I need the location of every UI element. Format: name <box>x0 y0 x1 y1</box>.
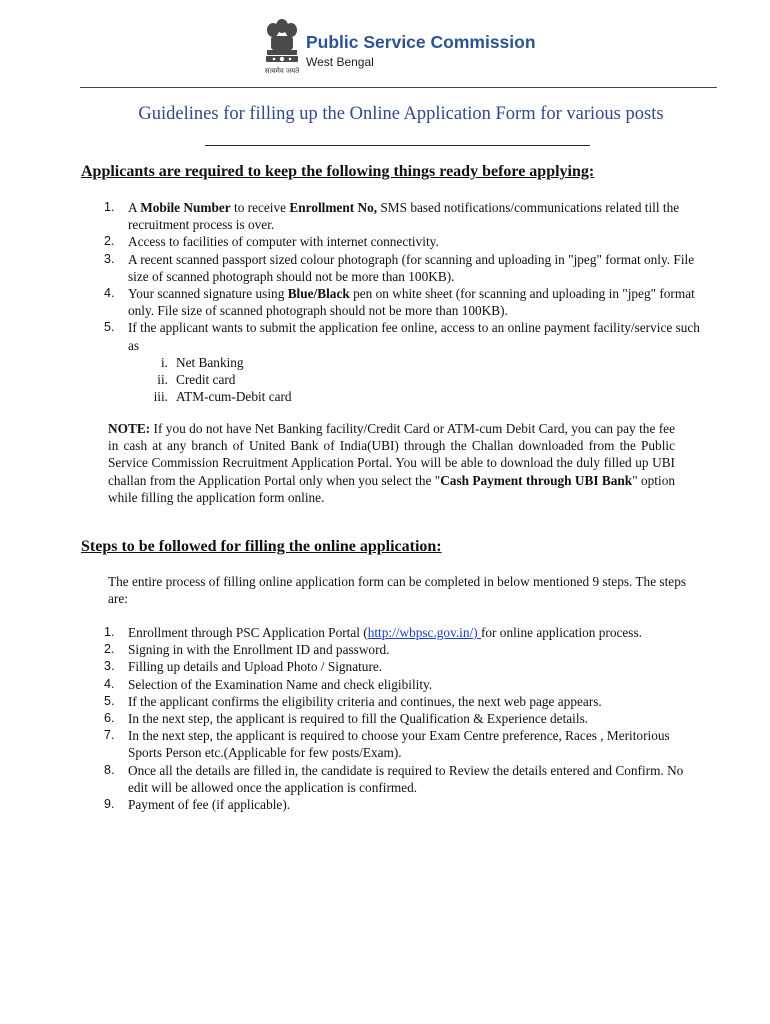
list-item: 7. In the next step, the applicant is required to choose your Exam Centre preference, Races , Meritorious Sports Person etc.(Applicable for few posts/Exam). <box>104 728 670 761</box>
header-divider <box>80 87 717 88</box>
list-item: 1. A Mobile Number to receive Enrollment No, SMS based notifications/communications related till the recruitment process is over. <box>104 200 680 233</box>
list-number: 5. <box>104 320 115 335</box>
list-item: 8. Once all the details are filled in, the candidate is required to Review the details entered and Confirm. No edit will be allowed once the application is confirmed. <box>104 762 684 795</box>
list-number: 2. <box>104 642 115 657</box>
commission-state: West Bengal <box>306 55 374 69</box>
list-number: 4. <box>104 286 115 301</box>
note-label: NOTE: <box>108 421 151 436</box>
list-item: iii. ATM-cum-Debit card <box>153 389 292 405</box>
list-item: 5. If the applicant confirms the eligibility criteria and continues, the next web page appears. <box>104 693 602 709</box>
list-number: 1. <box>104 625 115 639</box>
list-item: 4. Your scanned signature using Blue/Black pen on white sheet (for scanning and uploading in "jpeg" format only. File size of scanned photograph should not be more than 100KB). <box>104 286 695 319</box>
list-item: i. Net Banking <box>160 354 244 370</box>
list-number: 9. <box>104 797 115 812</box>
title-underline <box>205 145 590 146</box>
section-heading-requirements: Applicants are required to keep the following things ready before applying: <box>81 163 595 180</box>
portal-link[interactable]: http://wbpsc.gov.in/) <box>367 625 481 640</box>
section-heading-steps: Steps to be followed for filling the online application: <box>81 538 442 555</box>
page-header <box>0 0 770 88</box>
list-number: 7. <box>104 728 115 743</box>
list-number: 2. <box>104 234 115 249</box>
list-number: 8. <box>104 762 115 777</box>
payment-options-list <box>128 354 704 406</box>
list-item: 5. If the applicant wants to submit the application fee online, access to an online payment facility/service such as i. Net Banking ii. Credit card iii. ATM-cum-Debit card <box>104 319 704 405</box>
list-number: 6. <box>104 711 115 726</box>
list-item: 6. In the next step, the applicant is required to fill the Qualification & Experience details. <box>104 711 589 727</box>
list-item: 9. Payment of fee (if applicable). <box>104 797 291 813</box>
list-item: 2. Signing in with the Enrollment ID and password. <box>104 642 390 658</box>
requirements-list <box>104 199 704 405</box>
list-item: 3. Filling up details and Upload Photo / Signature. <box>104 659 383 675</box>
svg-text:सत्यमेव जयते: सत्यमेव जयते <box>264 67 300 75</box>
list-item: 4. Selection of the Examination Name and check eligibility. <box>104 676 433 692</box>
state-emblem-icon <box>262 16 302 80</box>
commission-name: Public Service Commission <box>306 32 536 52</box>
list-number: 1. <box>104 200 115 214</box>
list-number: 5. <box>104 693 115 708</box>
steps-intro: The entire process of filling online application form can be completed in below mentioned 9 steps. The steps are: <box>108 574 687 607</box>
list-number: 3. <box>104 251 115 266</box>
list-number: 3. <box>104 659 115 674</box>
note-paragraph: NOTE: If you do not have Net Banking facility/Credit Card or ATM-cum Debit Card, you can pay the fee in cash at any branch of United Bank of India(UBI) through the Challan downloaded from the Public Service Commission Recruitment Application Portal. You will be able to download the duly filled up UBI challan from the Application Portal only when you select the "Cash Payment through UBI Bank" option while filling the application form online. <box>108 421 675 505</box>
list-number: 4. <box>104 676 115 691</box>
list-item: 3. A recent scanned passport sized colour photograph (for scanning and uploading in "jpeg" format only. File size of scanned photograph should not be more than 100KB). <box>104 251 695 284</box>
list-item: ii. Credit card <box>157 372 236 388</box>
document-title: Guidelines for filling up the Online Application Form for various posts <box>138 104 664 124</box>
list-item: 2. Access to facilities of computer with internet connectivity. <box>104 234 439 250</box>
steps-list <box>104 624 704 813</box>
list-item: 1. Enrollment through PSC Application Portal (http://wbpsc.gov.in/) for online application process. <box>104 625 642 640</box>
